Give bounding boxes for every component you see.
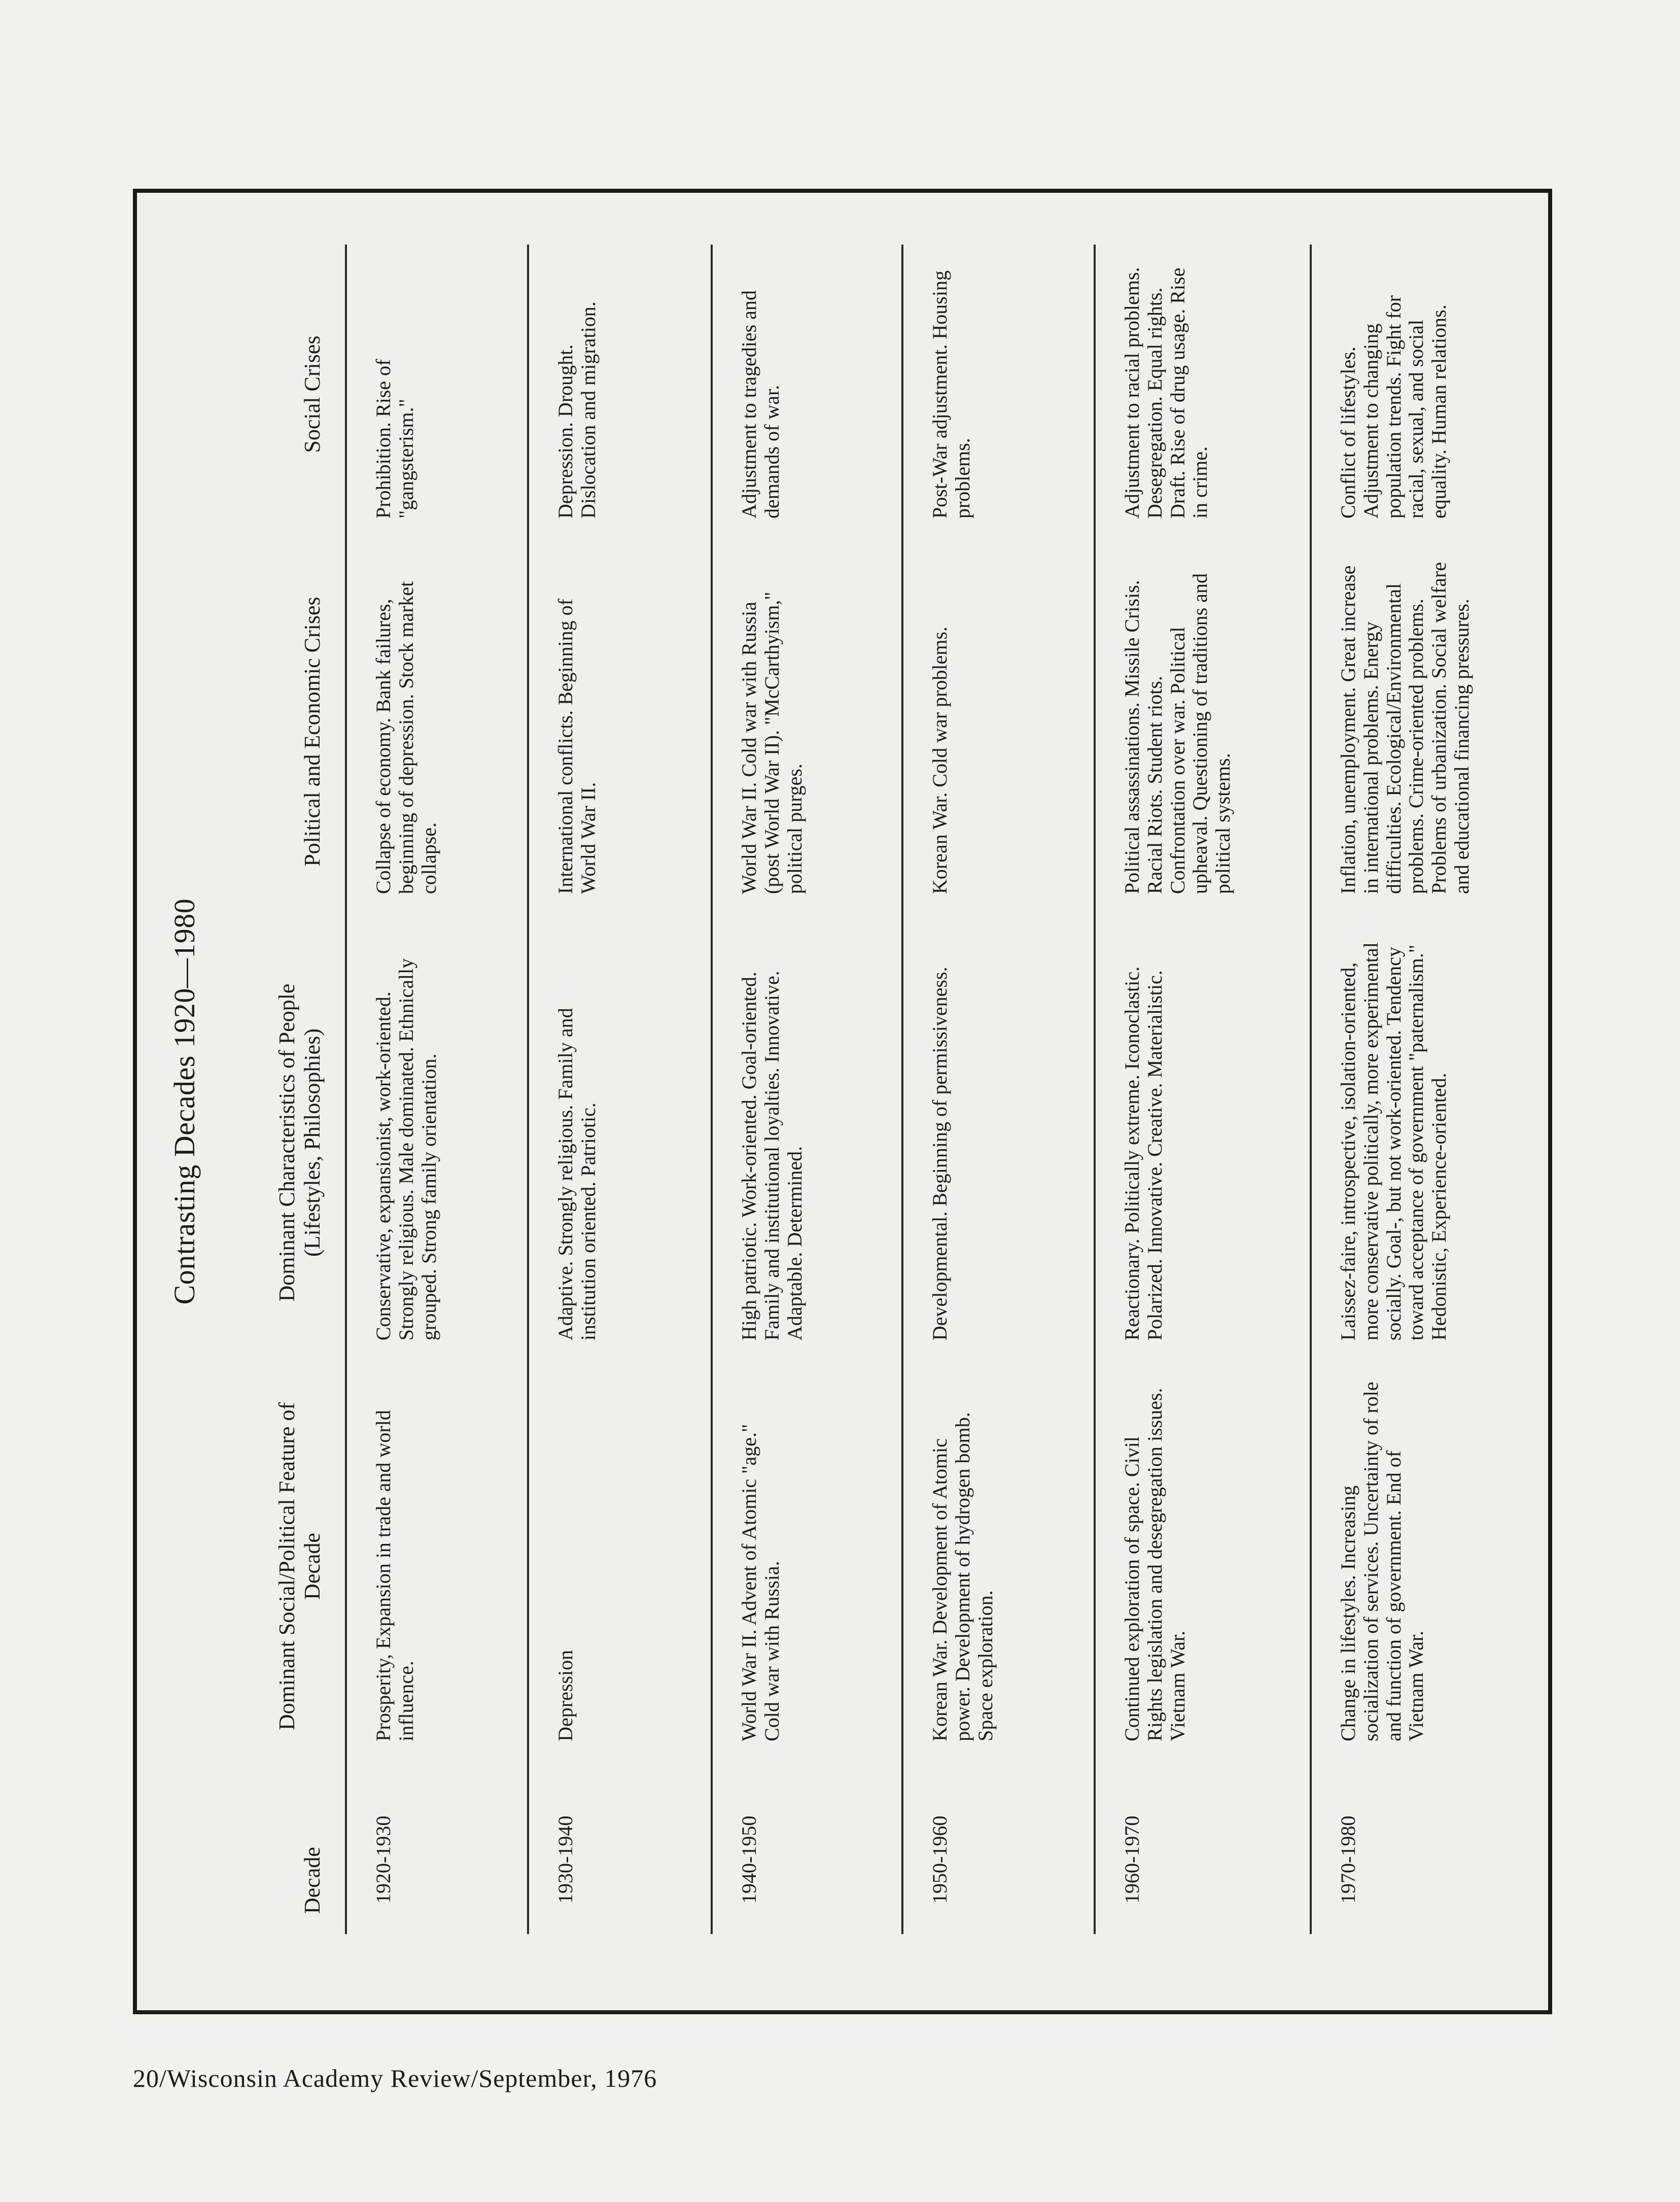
cell-decade: 1950-1960 (928, 1815, 951, 1904)
decades-table (213, 245, 1552, 1934)
cell-social: Depression. Drought. Dislocation and migration. (554, 301, 600, 519)
cell-political: Political assassinations. Missile Crisis. Racial Riots. Student riots. Confrontation over war. Political upheaval. Questioning of traditions and political systems. (1121, 573, 1235, 894)
cell-feature: Korean War. Development of Atomic power. Development of hydrogen bomb. Space exploration. (928, 1412, 997, 1741)
rotated-table (137, 193, 1548, 2010)
cell-feature: Prosperity, Expansion in trade and world influence. (372, 1410, 417, 1741)
cell-characteristics: Reactionary. Politically extreme. Iconoclastic. Polarized. Innovative. Creative. Materialistic. (1121, 966, 1166, 1340)
cell-social: Prohibition. Rise of "gangsterism." (372, 359, 417, 519)
cell-political: Korean War. Cold war problems. (928, 626, 951, 894)
cell-feature: World War II. Advent of Atomic "age." Cold war with Russia. (738, 1424, 783, 1741)
cell-social: Post-War adjustment. Housing problems. (928, 270, 974, 519)
cell-political: World War II. Cold war with Russia (post World War II). "McCarthyism," political purges. (738, 592, 806, 894)
cell-characteristics: High patriotic. Work-oriented. Goal-oriented. Family and institutional loyalties. Innovative. Adaptable. Determined. (738, 971, 806, 1340)
cell-characteristics: Conservative, expansionist, work-oriented. Strongly religious. Male dominated. Ethnically grouped. Strong family orientation. (372, 958, 440, 1340)
cell-social: Adjustment to tragedies and demands of war. (738, 290, 783, 519)
header-political: Political and Economic Crises (299, 597, 325, 867)
cell-feature: Change in lifestyles. Increasing socialization of services. Uncertainty of role and function of government. End of Vietnam War. (1337, 1382, 1428, 1741)
header-decade: Decade (299, 1847, 325, 1914)
cell-feature: Depression (554, 1650, 577, 1741)
cell-characteristics: Developmental. Beginning of permissiveness. (928, 967, 951, 1340)
cell-political: International conflicts. Beginning of World War II. (554, 598, 600, 894)
cell-social: Adjustment to racial problems. Desegregation. Equal rights. Draft. Rise of drug usage. Rise in crime. (1121, 267, 1212, 519)
cell-decade: 1920-1930 (372, 1815, 395, 1904)
page-footer: 20/Wisconsin Academy Review/September, 1976 (133, 2064, 657, 2092)
table-frame (133, 189, 1552, 2014)
cell-decade: 1970-1980 (1337, 1815, 1359, 1904)
header-social: Social Crises (299, 335, 325, 453)
cell-characteristics: Laissez-faire, introspective, isolation-oriented, more conservative politically, more experimental socially. Goal-, but not work-oriented. Tendency toward acceptance of government "paternalism." Hedonistic, Experience-oriented. (1337, 942, 1451, 1340)
cell-decade: 1940-1950 (738, 1815, 760, 1904)
cell-characteristics: Adaptive. Strongly religious. Family and institution oriented. Patriotic. (554, 1008, 600, 1340)
table-title: Contrasting Decades 1920—1980 (168, 898, 201, 1305)
header-feature: Dominant Social/Political Feature of Decade (274, 1402, 325, 1731)
header-characteristics: Dominant Characteristics of People (Lifestyles, Philosophies) (274, 983, 325, 1302)
cell-political: Inflation, unemployment. Great increase in international problems. Energy difficulties. Ecological/Environmental problems. Crime-oriented problems. Problems of urbanization. Social welfare and educational financing pressures. (1337, 562, 1473, 894)
cell-decade: 1960-1970 (1121, 1815, 1143, 1904)
cell-social: Conflict of lifestyles. Adjustment to changing population trends. Fight for racial, sexual, and social equality. Human relations. (1337, 295, 1451, 519)
cell-decade: 1930-1940 (554, 1815, 577, 1904)
cell-feature: Continued exploration of space. Civil Rights legislation and desegregation issues. Vietnam War. (1121, 1388, 1189, 1741)
cell-political: Collapse of economy. Bank failures, beginning of depression. Stock market collapse. (372, 581, 440, 894)
